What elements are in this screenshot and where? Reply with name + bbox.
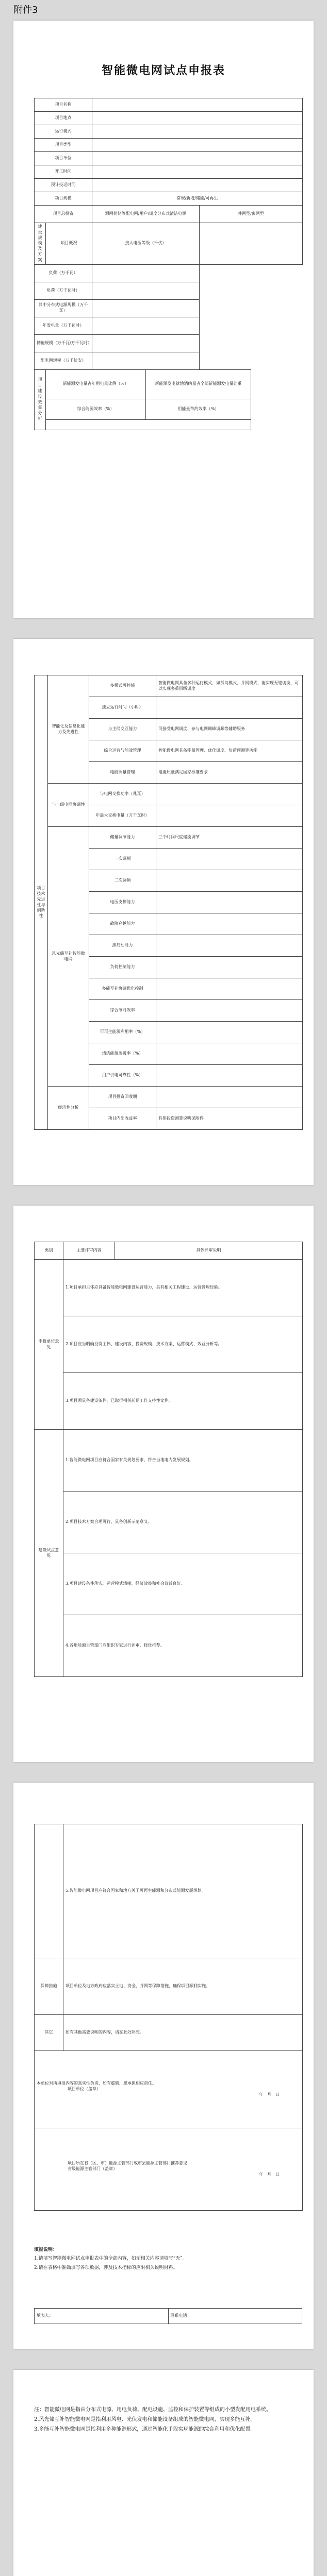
review-item: 1.智能微电网项目应符合国家有关规划要求，符合当地电力发展规划。 [63,1430,303,1492]
tech-row-value[interactable]: 三个时间尺度储能调节 [156,827,303,849]
basic-info-table [34,98,303,430]
tech-row-value[interactable] [156,1065,303,1087]
basic-value[interactable] [92,165,303,179]
commitment-block [35,2051,303,2128]
grid-row-key: 年发电量（万千瓦时） [35,317,92,334]
tech-row-value[interactable] [156,978,303,1000]
review-item: 2.项目技术方案合理可行，具备创新示范意义。 [63,1492,303,1553]
tech-row-value[interactable] [156,697,303,719]
tech-row-key: 与电网交换功率（兆瓦） [89,784,156,805]
basic-label: 开工时间 [35,165,92,179]
tech-row-key: 独立运行时间（小时） [89,697,156,719]
page-4 [13,1783,314,2349]
review-item: 1.项目承担主体应具备智能微电网建设运营能力，具有相关工程建设、运营管理经验。 [63,1260,303,1316]
phone-label: 联系电话： [168,2309,302,2324]
review-item: 4.各地能源主管部门应组织专家进行评审，择优推荐。 [63,1615,303,1677]
tech-row-value[interactable] [156,805,303,827]
grid-row-value[interactable] [92,299,200,317]
date-2: 年 月 日 [259,2172,280,2177]
definition-item: 3.多能互补智能微电网是指利用多种能源形式，通过智能化手段实现能源的综合利用和优化配置。 [34,2427,256,2432]
review-item: 3.项目建设条件落实，运营模式清晰，经济效益和社会效益良好。 [63,1553,303,1615]
grid-row-value[interactable] [92,317,200,334]
tech-row-key: 电压支撑能力 [89,892,156,913]
investment-label: 项目总投资 [35,206,92,223]
col-header: 类别 [35,1242,63,1260]
benefit-label: 项目建设效益分析 [35,369,46,430]
tech-row-key: 与主网交互能力 [89,719,156,740]
tech-row-key: 年最大交换电量（万千瓦时） [89,805,156,827]
page-1 [13,21,314,618]
sign-applicant: 项目单位（盖章） [68,2087,101,2092]
tech-row-key: 故障穿越能力 [89,913,156,935]
grid-row-key: 负荷（万千瓦） [35,264,92,282]
basic-value[interactable] [92,179,303,192]
tech-group-name: 智能化及信息化能力及先进性 [48,675,89,784]
tech-row-key: 可再生能源利用率（%） [89,1022,156,1043]
definition-item: 2.风光储互补智能微电网是指利用风电、光伏发电和储能设备组成的智能微电网，实现多能互补。 [34,2417,256,2422]
sign-recommend: 项目所在省（区、市）能源主管部门或市县能源主管部门推荐意见 [68,2161,187,2166]
investment-cell: 源网荷储等配电网/用户/调度分布式清洁电源 [92,206,200,223]
sign-province: 省级能源主管部门（盖章） [68,2166,117,2172]
tech-row-value[interactable]: 智能微电网具备多种运行模式，如孤岛模式、并网模式，能实现无缝切换，可以实现多重层级调度 [156,675,303,697]
tech-row-key: 多能互补协调优化控制 [89,978,156,1000]
tech-row-value[interactable] [156,1043,303,1065]
measure-value: 5.智能微电网项目应符合国家和地方关于可再生能源和分布式能源发展规划。 [63,1824,303,1958]
tech-row-value[interactable] [156,957,303,978]
measures-table [34,1824,303,2211]
grid-row-key: 接入电压等级（千伏） [92,223,200,265]
tech-row-value[interactable]: 具体投资测算说明见附件 [156,1108,303,1130]
review-item: 3.项目须具备建设条件，已取得相关前期工作支持性文件。 [63,1373,303,1430]
tech-row-value[interactable]: 电能质量满足国家标准要求 [156,762,303,784]
tech-row-key: 多模式可控能 [89,675,156,697]
tech-row-value[interactable] [156,935,303,957]
page-title: 智能微电网试点申报表 [101,64,225,77]
grid-row-value[interactable] [92,334,200,352]
tech-row-key: 综合运营与能效管理 [89,740,156,762]
tech-row-value[interactable] [156,892,303,913]
basic-label: 项目名称 [35,98,92,112]
tech-row-value[interactable] [156,1022,303,1043]
tech-row-value[interactable] [156,870,303,892]
note-item: 2.请在表格中准确填写各项数据，涉及技术指标的应附相关说明材料。 [34,2265,178,2270]
review-table [34,1242,303,1677]
note-item: 1.请填写智能微电网试点申报表中的全部内容，如无相关内容请填写“无”。 [34,2256,187,2262]
investment-cell: 并网型/离网型 [200,206,303,223]
fill-notes [34,2246,302,2273]
tech-row-key: 项目投资回收期 [89,1087,156,1108]
tech-row-key: 储量调节能力 [89,827,156,849]
benefit-row-value: 用能量节约效率（%） [146,399,251,419]
grid-row-key: 其中分布式电源规模（万千瓦） [35,299,92,317]
measure-key: 保障措施 [35,1958,63,2015]
basic-value[interactable] [92,139,303,152]
tech-row-key: 清洁能源渗透率（%） [89,1043,156,1065]
tech-row-value[interactable] [156,784,303,805]
tech-group-name: 与上级电网协调性 [48,784,89,827]
tech-group-name: 经济性分析 [48,1087,89,1130]
grid-row-value[interactable] [92,264,200,282]
grid-row-value[interactable] [200,223,303,265]
contact-table [34,2308,302,2324]
basic-label: 预计投运时间 [35,179,92,192]
grid-label: 项目概况 [46,223,92,265]
grid-row-value[interactable] [92,352,200,369]
grid-row-key: 负荷（万千瓦时） [35,282,92,299]
tech-row-key: 综合节能效率 [89,1000,156,1022]
grid-row-key: 配电网规模（万千伏安） [35,352,92,369]
measure-key [35,1824,63,1958]
basic-value[interactable] [92,152,303,165]
tech-row-value[interactable]: 智能微电网具备能量管理、优化调度、负荷预测等功能 [156,740,303,762]
measure-value: 项目单位及地方政府应落实土地、资金、并网等保障措施，确保项目顺利实施。 [63,1958,303,2015]
tech-row-value[interactable] [156,1087,303,1108]
scale-label: 项目规模 [35,192,92,206]
col-header: 主要评审内容 [63,1242,115,1260]
review-section-name: 建设试点意见 [35,1430,63,1677]
tech-group-name: 风光储互补智能微电网 [48,827,89,1087]
commitment-text: 本单位对所填报内容的真实性负责，如有虚假，愿承担相应责任。 [37,2081,156,2086]
tech-section-label: 项目技术先进性与创新性 [35,675,48,1130]
tech-row-key: 负荷控制能力 [89,957,156,978]
page-3 [13,1206,314,1762]
grid-row-value[interactable] [92,282,200,299]
tech-row-key: 一次调频 [89,849,156,870]
col-header: 具体评审说明 [115,1242,303,1260]
definition-notes [34,2406,302,2435]
benefit-row-value: 新能源发电就地消纳量占全部新能源发电量比重 [146,369,251,399]
page-2 [13,639,314,1185]
benefit-row-key: 综合能源效率（%） [46,399,146,419]
tech-row-key: 电能质量管理 [89,762,156,784]
construct-label: 建设规模及方案 [35,223,46,265]
tech-row-value[interactable] [156,849,303,870]
basic-value[interactable] [92,125,303,139]
measure-value: 如有其他需要说明的内容，请在此处补充。 [63,2015,303,2051]
tech-table [34,675,303,1130]
basic-label: 运行模式 [35,125,92,139]
tech-row-key: 二次调频 [89,870,156,892]
basic-value[interactable] [92,112,303,125]
scale-value: 常规/新增/储能/可再生 [92,192,303,206]
tech-row-key: 黑启动能力 [89,935,156,957]
basic-label: 项目类型 [35,139,92,152]
measure-key: 其它 [35,2015,63,2051]
review-section-name: 申报单位意见 [35,1260,63,1430]
basic-label: 项目地点 [35,112,92,125]
grid-row-key: 储能规模（万千瓦/万千瓦时） [35,334,92,352]
tech-row-value[interactable]: 可接受电网调度，参与电网调峰调频等辅助服务 [156,719,303,740]
date-1: 年 月 日 [259,2092,280,2097]
benefit-row-key: 新能源发电量占年用电量比例（%） [46,369,146,399]
tech-row-key: 项目内部收益率 [89,1108,156,1130]
basic-value[interactable] [92,98,303,112]
notes-title: 填报说明： [34,2247,58,2252]
filler-label: 填表人： [35,2309,169,2324]
attachment-label: 附件3 [13,5,38,15]
review-item: 2.项目应当明确投资主体、建设内容、投资规模、技术方案、运营模式、效益分析等。 [63,1316,303,1373]
definition-item: 注：智能微电网是指由分布式电源、用电负荷、配电设施、监控和保护装置等组成的小型发配用电系统。 [34,2407,271,2413]
tech-row-value[interactable] [156,913,303,935]
recommendation-block [35,2128,303,2211]
tech-row-value[interactable] [156,1000,303,1022]
tech-row-key: 用户供电可靠性（%） [89,1065,156,1087]
basic-label: 项目单位 [35,152,92,165]
page-5 [13,2370,314,2576]
